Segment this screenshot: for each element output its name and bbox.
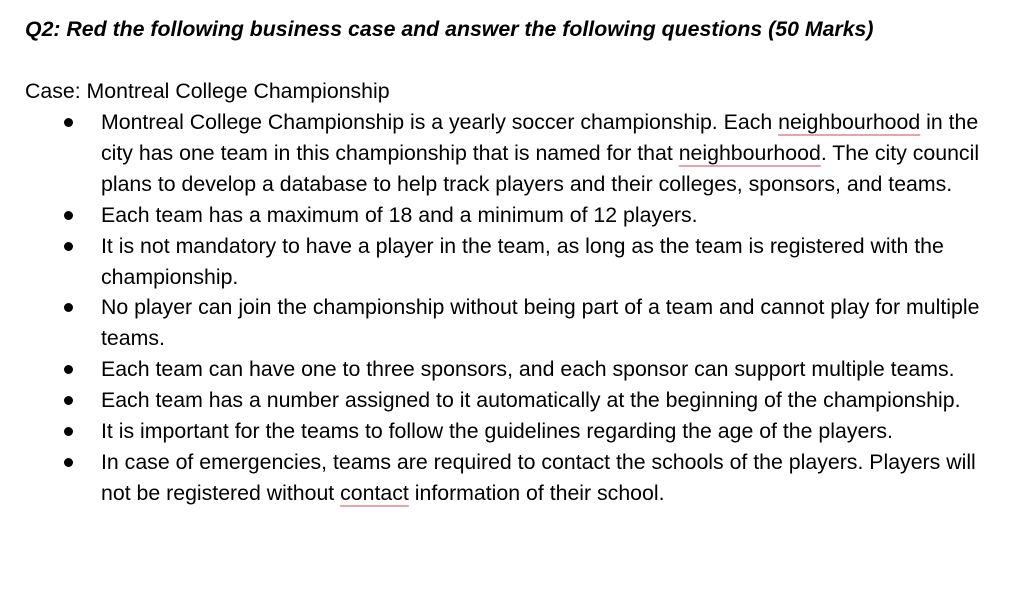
bullet-item-5 [0,354,986,385]
bullet-text-8b: information of their school. [408,480,665,505]
case-title: Case: Montreal College Championship [25,79,390,103]
bullet-text-5: Each team can have one to three sponsors, and each sponsor can support multiple teams. [101,357,955,382]
bullet-item-7 [0,416,986,447]
bullet-text-6: Each team has a number assigned to it automatically at the beginning of the championship. [101,388,961,413]
bullet-text-7: It is important for the teams to follow the guidelines regarding the age of the players. [101,419,893,444]
bullet-dot-icon [64,396,73,405]
bullet-text-4: No player can join the championship without being part of a team and cannot play for multiple teams. [101,295,980,351]
bullet-text-1b: in the city has one team in this championship that is named for that [101,110,979,165]
bullet-item-1 [0,107,986,200]
spellcheck-flagged-word[interactable]: neighbourhood [778,110,921,134]
bullet-dot-icon [64,427,73,436]
bullet-text-8a: In case of emergencies, teams are required to contact the schools of the players. Players will not be registered without [101,449,976,505]
bullet-text-3: It is not mandatory to have a player in the team, as long as the team is registered with the championship. [101,233,944,289]
bullet-text-2: Each team has a maximum of 18 and a minimum of 12 players. [101,202,698,227]
question-title: Q2: Red the following business case and answer the following questions (50 Marks) [25,17,874,41]
bullet-dot-icon [64,118,73,127]
bullet-dot-icon [64,242,73,251]
spellcheck-flagged-word[interactable]: contact [340,480,409,505]
bullet-item-4 [0,292,986,354]
bullet-text-1c: . The city council plans to develop a database to help track players and their colleges, sponsors, and teams. [101,140,980,196]
case-bullet-list [0,107,1013,509]
bullet-item-3 [0,231,986,293]
spellcheck-flagged-word[interactable]: neighbourhood [678,140,821,165]
bullet-text-1a: Montreal College Championship is a yearly soccer championship. Each [101,110,779,134]
bullet-dot-icon [64,211,73,220]
bullet-dot-icon [64,303,73,312]
bullet-item-6 [0,385,986,416]
bullet-dot-icon [64,458,73,467]
bullet-item-2 [0,200,986,231]
bullet-dot-icon [64,365,73,374]
bullet-item-8 [0,447,986,509]
